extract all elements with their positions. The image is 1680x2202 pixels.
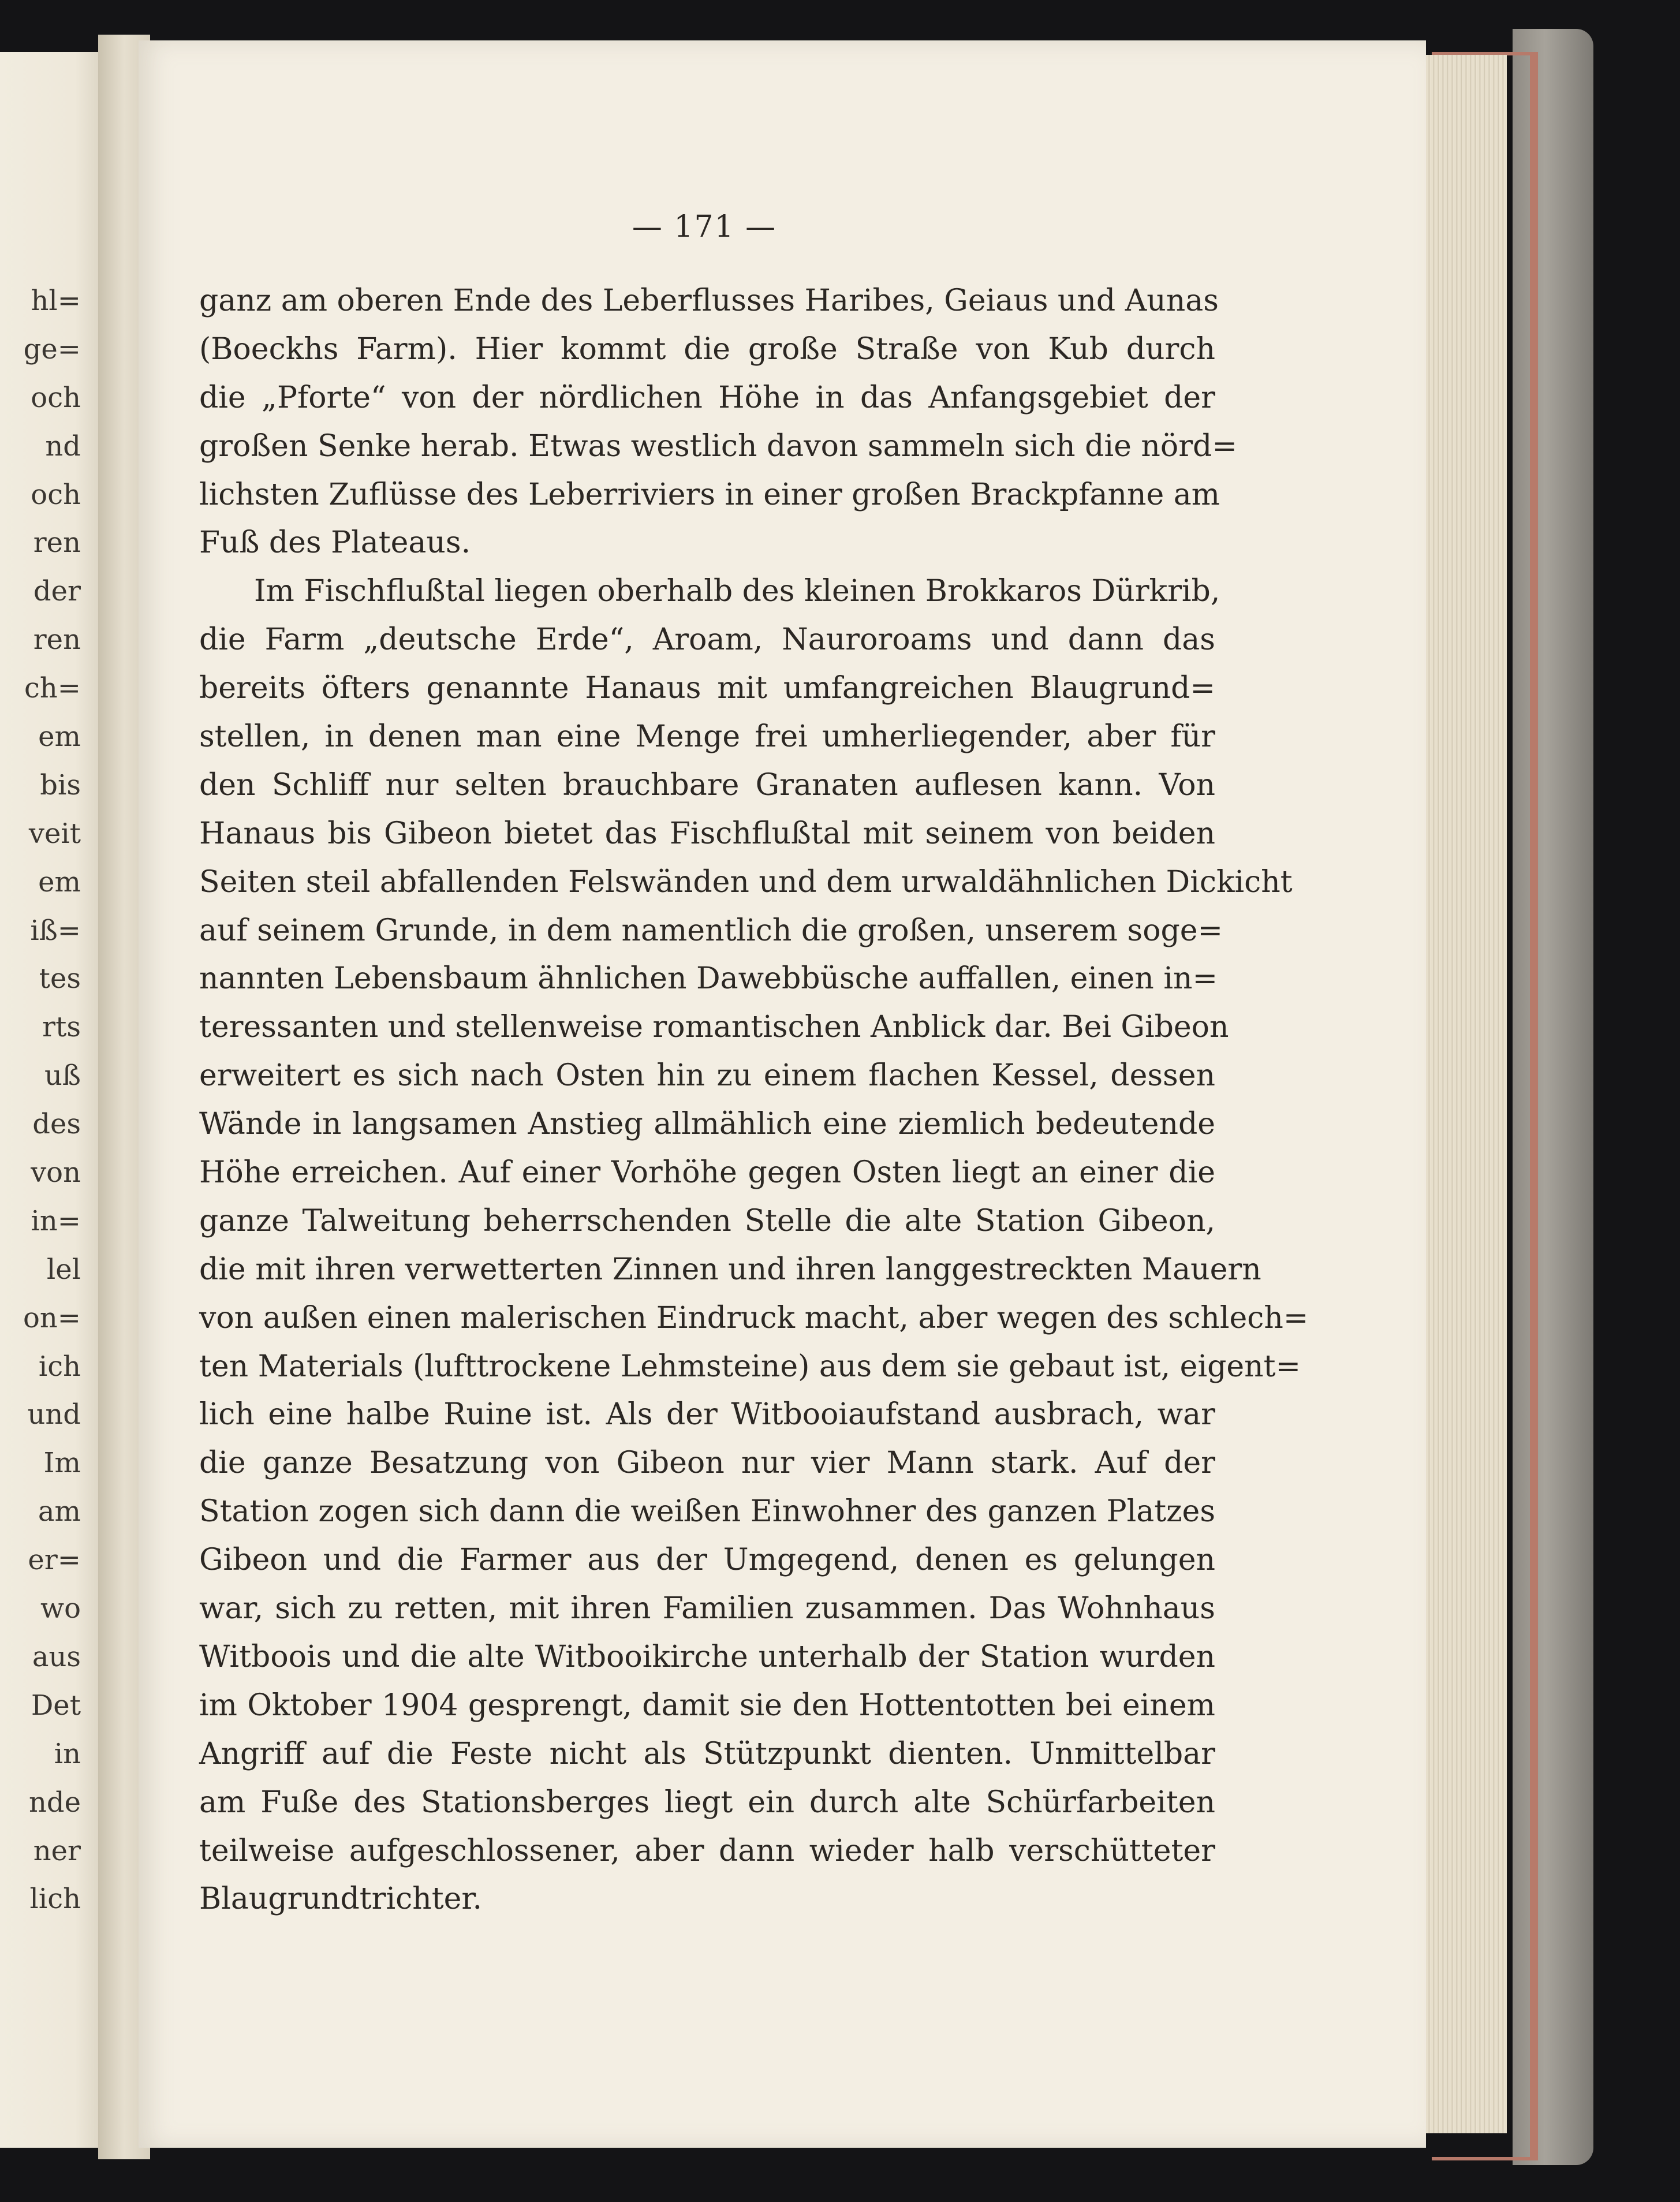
- text-line: Höhe erreichen. Auf einer Vorhöhe gegen Osten liegt an einer die: [199, 1155, 1215, 1190]
- left-page-fragment: lel: [46, 1253, 81, 1286]
- left-page-fragment: lich: [29, 1883, 81, 1916]
- text-line: Blaugrundtrichter.: [199, 1882, 483, 1917]
- left-page-fragment: Im: [43, 1447, 81, 1480]
- text-line: ganz am oberen Ende des Leberflusses Haribes, Geiaus und Aunas: [199, 283, 1219, 318]
- text-line: stellen, in denen man eine Menge frei umherliegender, aber für: [199, 719, 1215, 755]
- left-page-fragment: und: [27, 1398, 81, 1431]
- left-facing-page: [0, 52, 107, 2148]
- left-page-fragment: in=: [31, 1204, 81, 1237]
- left-page-text-fragments: [0, 277, 81, 1924]
- left-page-fragment: nd: [45, 430, 81, 462]
- text-line: Gibeon und die Farmer aus der Umgegend, denen es gelungen: [199, 1543, 1215, 1578]
- left-page-fragment: des: [32, 1108, 81, 1141]
- left-page-fragment: och: [31, 478, 81, 511]
- left-page-fragment: uß: [44, 1059, 81, 1092]
- text-line: die Farm „deutsche Erde“, Aroam, Nauroroams und dann das: [199, 622, 1215, 658]
- text-line: lichsten Zuflüsse des Leberriviers in einer großen Brackpfanne am: [199, 477, 1220, 512]
- text-line: Fuß des Plateaus.: [199, 525, 471, 561]
- left-page-fragment: wo: [40, 1592, 81, 1625]
- page-edges: [1426, 55, 1507, 2133]
- page-number: — 171 —: [632, 210, 777, 244]
- left-page-fragment: iß=: [30, 914, 81, 947]
- left-page-fragment: hl=: [31, 285, 81, 317]
- text-line: Witboois und die alte Witbooikirche unterhalb der Station wurden: [199, 1639, 1215, 1674]
- left-page-fragment: von: [31, 1156, 81, 1189]
- text-line: teilweise aufgeschlossener, aber dann wieder halb verschütteter: [199, 1833, 1215, 1868]
- left-page-fragment: am: [38, 1495, 81, 1528]
- left-page-fragment: och: [31, 381, 81, 414]
- text-line: die „Pforte“ von der nördlichen Höhe in das Anfangsgebiet der: [199, 380, 1215, 415]
- left-page-fragment: Det: [31, 1689, 81, 1722]
- text-line: teressanten und stellenweise romantischen Anblick dar. Bei Gibeon: [199, 1010, 1229, 1045]
- left-page-fragment: em: [38, 721, 81, 753]
- left-page-fragment: aus: [32, 1640, 81, 1673]
- text-line: ten Materials (lufttrockene Lehmsteine) aus dem sie gebaut ist, eigent=: [199, 1349, 1301, 1384]
- text-line: im Oktober 1904 gesprengt, damit sie den Hottentotten bei einem: [199, 1688, 1215, 1723]
- left-page-fragment: er=: [28, 1544, 81, 1577]
- text-line: Angriff auf die Feste nicht als Stützpunkt dienten. Unmittelbar: [199, 1736, 1215, 1771]
- left-page-fragment: ren: [33, 624, 81, 656]
- text-line: Seiten steil abfallenden Felswänden und dem urwaldähnlichen Dickicht: [199, 864, 1293, 900]
- left-page-fragment: ge=: [23, 333, 81, 365]
- left-page-fragment: bis: [40, 768, 81, 801]
- left-page-fragment: em: [38, 865, 81, 898]
- text-line: (Boeckhs Farm). Hier kommt die große Straße von Kub durch: [199, 331, 1215, 367]
- left-page-fragment: rts: [42, 1011, 81, 1044]
- left-page-fragment: nde: [28, 1786, 81, 1819]
- body-text: [199, 277, 1309, 1924]
- text-line: lich eine halbe Ruine ist. Als der Witbooiaufstand ausbrach, war: [199, 1397, 1215, 1432]
- left-page-fragment: ch=: [24, 672, 81, 705]
- text-line: die mit ihren verwetterten Zinnen und ihren langgestreckten Mauern: [199, 1252, 1261, 1287]
- text-line: großen Senke herab. Etwas westlich davon sammeln sich die nörd=: [199, 428, 1237, 464]
- left-page-fragment: der: [33, 575, 81, 608]
- text-line: erweitert es sich nach Osten hin zu einem flachen Kessel, dessen: [199, 1058, 1215, 1093]
- left-page-fragment: veit: [28, 817, 81, 850]
- left-page-fragment: ner: [33, 1834, 81, 1867]
- left-page-fragment: tes: [39, 962, 81, 995]
- text-line: die ganze Besatzung von Gibeon nur vier Mann stark. Auf der: [199, 1446, 1215, 1481]
- text-line: war, sich zu retten, mit ihren Familien zusammen. Das Wohnhaus: [199, 1591, 1215, 1626]
- text-line: Station zogen sich dann die weißen Einwohner des ganzen Platzes: [199, 1494, 1215, 1529]
- left-page-fragment: on=: [23, 1301, 81, 1334]
- left-page-fragment: in: [54, 1737, 81, 1770]
- text-line: bereits öfters genannte Hanaus mit umfangreichen Blaugrund=: [199, 671, 1215, 706]
- text-line: Im Fischflußtal liegen oberhalb des kleinen Brokkaros Dürkrib,: [254, 574, 1220, 609]
- text-line: am Fuße des Stationsberges liegt ein durch alte Schürfarbeiten: [199, 1785, 1215, 1820]
- text-line: Hanaus bis Gibeon bietet das Fischflußtal mit seinem von beiden: [199, 816, 1215, 851]
- left-page-fragment: ren: [33, 527, 81, 559]
- text-line: von außen einen malerischen Eindruck macht, aber wegen des schlech=: [199, 1300, 1309, 1335]
- left-page-fragment: ich: [38, 1350, 81, 1383]
- text-line: ganze Talweitung beherrschenden Stelle die alte Station Gibeon,: [199, 1203, 1215, 1238]
- text-line: auf seinem Grunde, in dem namentlich die großen, unserem soge=: [199, 913, 1223, 948]
- text-line: den Schliff nur selten brauchbare Granaten auflesen kann. Von: [199, 767, 1215, 803]
- text-line: Wände in langsamen Anstieg allmählich eine ziemlich bedeutende: [199, 1107, 1215, 1142]
- text-line: nannten Lebensbaum ähnlichen Dawebbüsche auffallen, einen in=: [199, 961, 1218, 997]
